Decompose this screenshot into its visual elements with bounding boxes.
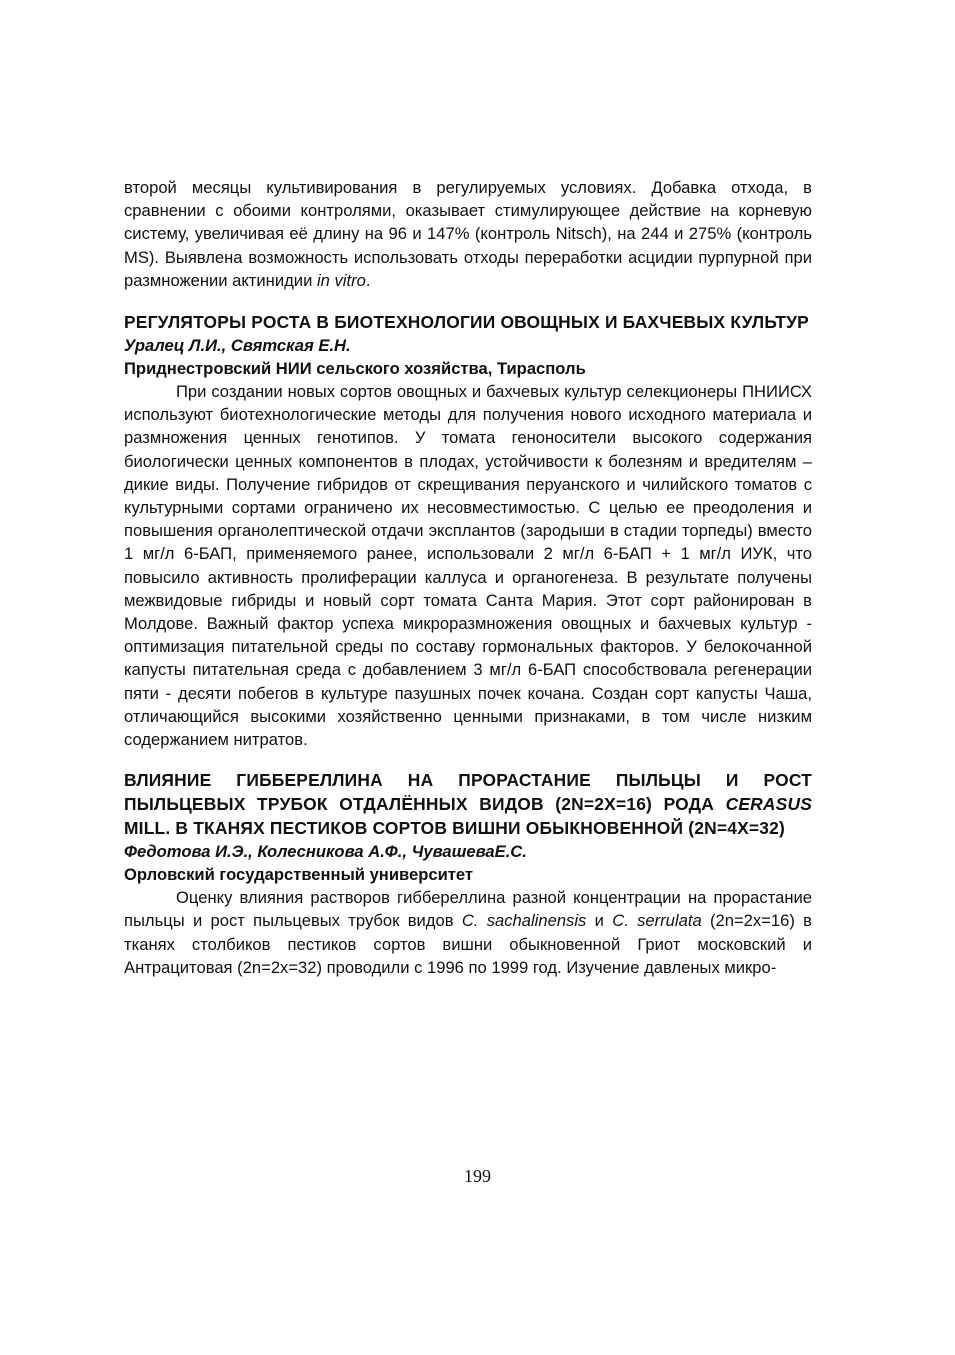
intro-paragraph — [124, 176, 812, 292]
article2-authors: Федотова И.Э., Колесникова А.Ф., ЧувашеваЕ.С. — [124, 842, 527, 862]
article2-title-genus: CERASUS — [725, 794, 812, 815]
article1-affiliation: Приднестровский НИИ сельского хозяйства, Тирасполь — [124, 359, 586, 379]
article2-title — [124, 768, 812, 840]
article1-authors: Уралец Л.И., Святская Е.Н. — [124, 336, 351, 356]
article1-title: РЕГУЛЯТОРЫ РОСТА В БИОТЕХНОЛОГИИ ОВОЩНЫХ И БАХЧЕВЫХ КУЛЬТУР — [124, 312, 809, 333]
page-number: 199 — [464, 1166, 491, 1186]
article2-body-part3: (2n=2x=16) в тканях столбиков пестиков сортов вишни обыкновенной Гриот московский и Антрацитовая (2n=2x=32) проводили с 1996 по 1999 год. Изучение давленых микро- — [124, 911, 812, 977]
article2-species2: C. serrulata — [612, 911, 702, 931]
article2-body — [124, 886, 812, 979]
article2-body-part2: и — [594, 911, 604, 931]
intro-text: второй месяцы культивирования в регулируемых условиях. Добавка отхода, в сравнении с обоими контролями, оказывает стимулирующее действие на корневую систему, увеличивая её длину на 96 и 147% (контроль Nitsch), на 244 и 275% (контроль MS). Выявлена возможность использовать отходы переработки асцидии пурпурной при размножении актинидии — [124, 178, 812, 290]
article2-title-part1: ВЛИЯНИЕ ГИББЕРЕЛЛИНА НА ПРОРАСТАНИЕ ПЫЛЬЦЫ И РОСТ ПЫЛЬЦЕВЫХ ТРУБОК ОТДАЛЁННЫХ ВИДОВ (2N=2X=16) РОДА — [124, 770, 812, 815]
page-content — [124, 176, 812, 979]
article2-title-part2: MILL. В ТКАНЯХ ПЕСТИКОВ СОРТОВ ВИШНИ ОБЫКНОВЕННОЙ (2N=4X=32) — [124, 818, 785, 839]
article2-species1: C. sachalinensis — [461, 911, 587, 931]
article1-body: При создании новых сортов овощных и бахчевых культур селекционеры ПНИИСХ используют биотехнологические методы для получения нового исходного материала и размножения ценных генотипов. У томата геноносители высокого содержания биологически ценных компонентов в плодах, устойчивости к болезням и вредителям – дикие виды. Получение гибридов от скрещивания перуанского и чилийского томатов с культурными сортами ограничено их несовместимостью. С целью ее преодоления и повышения органолептической отдачи эксплантов (зародыши в стадии торпеды) вместо 1 мг/л 6-БАП, применяемого ранее, использовали 2 мг/л 6-БАП + 1 мг/л ИУК, что повысило активность пролиферации каллуса и органогенеза. В результате получены межвидовые гибриды и новый сорт томата Санта Мария. Этот сорт районирован в Молдове. Важный фактор успеха микроразмножения овощных и бахчевых культур - оптимизация питательной среды по составу гормональных факторов. У белокочанной капусты питательная среда с добавлением 3 мг/л 6-БАП способствовала регенерации пяти - десяти побегов в культуре пазушных почек кочана. Создан сорт капусты Чаша, отличающийся высокими хозяйственно ценными признаками, в том числе низким содержанием нитратов. — [124, 382, 812, 750]
intro-italic-term: in vitro — [316, 270, 366, 290]
intro-end: . — [365, 270, 371, 290]
article2-body-part1: Оценку влияния растворов гиббереллина разной концентрации на прорастание пыльцы и рост пыльцевых трубок видов — [124, 888, 812, 931]
article2-affiliation: Орловский государственный университет — [124, 865, 474, 885]
